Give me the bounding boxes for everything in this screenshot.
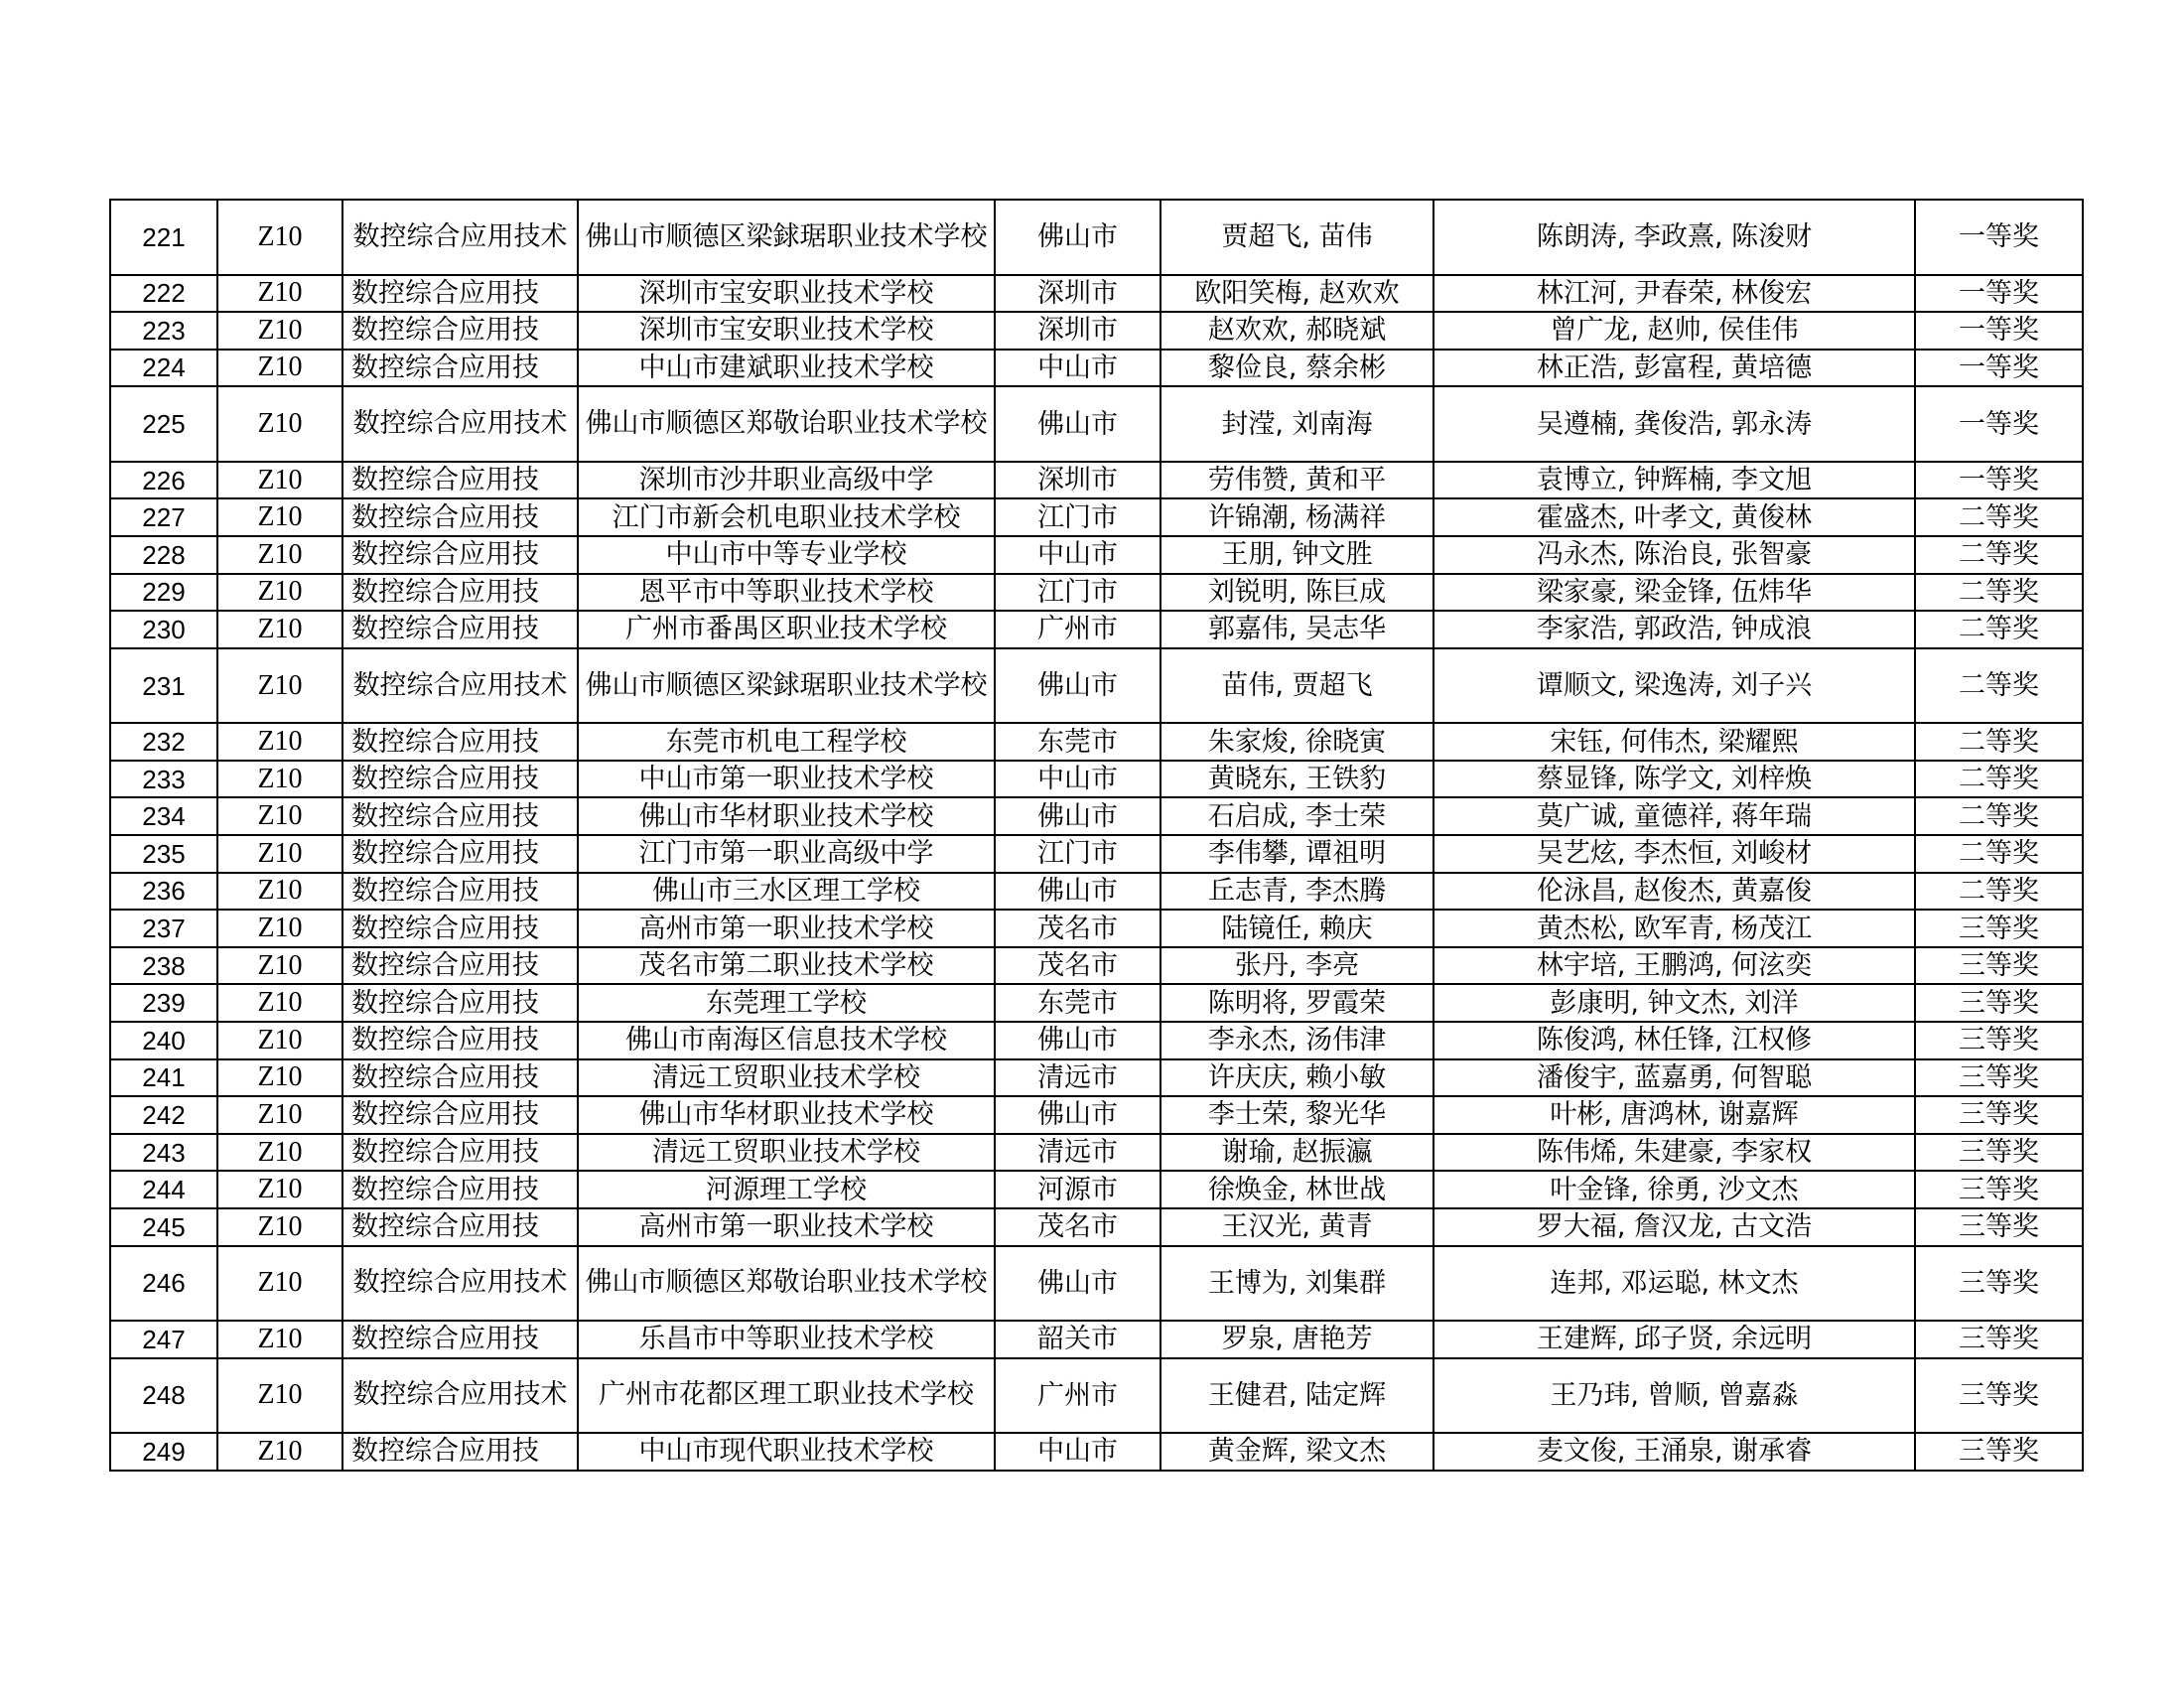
school-cell: 佛山市三水区理工学校 bbox=[578, 873, 995, 911]
city-cell: 中山市 bbox=[995, 1433, 1160, 1471]
city-cell: 深圳市 bbox=[995, 275, 1160, 313]
award-cell: 一等奖 bbox=[1915, 200, 2083, 275]
table-row bbox=[110, 386, 2083, 462]
instructors-cell: 黄晓东, 王铁豹 bbox=[1160, 761, 1433, 798]
students-cell: 连邦, 邓运聪, 林文杰 bbox=[1433, 1246, 1915, 1322]
project-code-cell: Z10 bbox=[217, 947, 342, 985]
row-number-cell: 230 bbox=[110, 611, 217, 648]
project-code-cell: Z10 bbox=[217, 611, 342, 648]
school-cell: 广州市番禺区职业技术学校 bbox=[578, 611, 995, 648]
project-code-cell: Z10 bbox=[217, 574, 342, 612]
project-name-cell: 数控综合应用技 bbox=[342, 462, 578, 499]
project-code-cell: Z10 bbox=[217, 873, 342, 911]
project-name-cell: 数控综合应用技 bbox=[342, 1096, 578, 1134]
city-cell: 佛山市 bbox=[995, 386, 1160, 462]
row-number-cell: 221 bbox=[110, 200, 217, 275]
city-cell: 茂名市 bbox=[995, 1208, 1160, 1246]
city-cell: 江门市 bbox=[995, 835, 1160, 873]
city-cell: 清远市 bbox=[995, 1059, 1160, 1097]
row-number-cell: 231 bbox=[110, 648, 217, 724]
table-row bbox=[110, 910, 2083, 947]
school-cell: 佛山市顺德区梁銶琚职业技术学校 bbox=[578, 200, 995, 275]
project-code-cell: Z10 bbox=[217, 462, 342, 499]
project-name-cell: 数控综合应用技 bbox=[342, 498, 578, 536]
students-cell: 林江河, 尹春荣, 林俊宏 bbox=[1433, 275, 1915, 313]
city-cell: 广州市 bbox=[995, 1358, 1160, 1434]
award-cell: 一等奖 bbox=[1915, 386, 2083, 462]
row-number-cell: 239 bbox=[110, 984, 217, 1022]
project-code-cell: Z10 bbox=[217, 536, 342, 574]
students-cell: 潘俊宇, 蓝嘉勇, 何智聪 bbox=[1433, 1059, 1915, 1097]
instructors-cell: 欧阳笑梅, 赵欢欢 bbox=[1160, 275, 1433, 313]
instructors-cell: 刘锐明, 陈巨成 bbox=[1160, 574, 1433, 612]
school-cell: 广州市花都区理工职业技术学校 bbox=[578, 1358, 995, 1434]
project-code-cell: Z10 bbox=[217, 761, 342, 798]
table-row bbox=[110, 1096, 2083, 1134]
table-row bbox=[110, 462, 2083, 499]
project-name-cell: 数控综合应用技 bbox=[342, 1171, 578, 1208]
table-row bbox=[110, 1358, 2083, 1434]
students-cell: 罗大福, 詹汉龙, 古文浩 bbox=[1433, 1208, 1915, 1246]
school-cell: 江门市第一职业高级中学 bbox=[578, 835, 995, 873]
project-name-cell: 数控综合应用技 bbox=[342, 536, 578, 574]
award-cell: 三等奖 bbox=[1915, 1171, 2083, 1208]
project-code-cell: Z10 bbox=[217, 723, 342, 761]
project-code-cell: Z10 bbox=[217, 1433, 342, 1471]
school-cell: 东莞理工学校 bbox=[578, 984, 995, 1022]
students-cell: 林正浩, 彭富程, 黄培德 bbox=[1433, 350, 1915, 387]
table-row bbox=[110, 648, 2083, 724]
table-row bbox=[110, 611, 2083, 648]
row-number-cell: 233 bbox=[110, 761, 217, 798]
city-cell: 中山市 bbox=[995, 350, 1160, 387]
instructors-cell: 李伟攀, 谭祖明 bbox=[1160, 835, 1433, 873]
project-code-cell: Z10 bbox=[217, 200, 342, 275]
students-cell: 王乃玮, 曾顺, 曾嘉淼 bbox=[1433, 1358, 1915, 1434]
row-number-cell: 229 bbox=[110, 574, 217, 612]
city-cell: 中山市 bbox=[995, 761, 1160, 798]
project-code-cell: Z10 bbox=[217, 1171, 342, 1208]
project-code-cell: Z10 bbox=[217, 797, 342, 835]
award-cell: 三等奖 bbox=[1915, 1433, 2083, 1471]
instructors-cell: 徐焕金, 林世战 bbox=[1160, 1171, 1433, 1208]
row-number-cell: 246 bbox=[110, 1246, 217, 1322]
row-number-cell: 248 bbox=[110, 1358, 217, 1434]
award-cell: 三等奖 bbox=[1915, 1208, 2083, 1246]
project-code-cell: Z10 bbox=[217, 1096, 342, 1134]
project-name-cell: 数控综合应用技术 bbox=[342, 1246, 578, 1322]
school-cell: 佛山市华材职业技术学校 bbox=[578, 797, 995, 835]
project-code-cell: Z10 bbox=[217, 1321, 342, 1358]
instructors-cell: 丘志青, 李杰腾 bbox=[1160, 873, 1433, 911]
project-name-cell: 数控综合应用技 bbox=[342, 611, 578, 648]
school-cell: 中山市建斌职业技术学校 bbox=[578, 350, 995, 387]
table-row bbox=[110, 350, 2083, 387]
project-name-cell: 数控综合应用技 bbox=[342, 574, 578, 612]
students-cell: 宋钰, 何伟杰, 梁耀熙 bbox=[1433, 723, 1915, 761]
students-cell: 吴遵楠, 龚俊浩, 郭永涛 bbox=[1433, 386, 1915, 462]
students-cell: 黄杰松, 欧军青, 杨茂江 bbox=[1433, 910, 1915, 947]
award-cell: 一等奖 bbox=[1915, 275, 2083, 313]
award-cell: 三等奖 bbox=[1915, 1059, 2083, 1097]
city-cell: 韶关市 bbox=[995, 1321, 1160, 1358]
project-code-cell: Z10 bbox=[217, 1246, 342, 1322]
students-cell: 梁家豪, 梁金锋, 伍炜华 bbox=[1433, 574, 1915, 612]
row-number-cell: 232 bbox=[110, 723, 217, 761]
award-cell: 一等奖 bbox=[1915, 312, 2083, 350]
school-cell: 高州市第一职业技术学校 bbox=[578, 1208, 995, 1246]
instructors-cell: 李士荣, 黎光华 bbox=[1160, 1096, 1433, 1134]
city-cell: 佛山市 bbox=[995, 648, 1160, 724]
project-code-cell: Z10 bbox=[217, 350, 342, 387]
school-cell: 佛山市华材职业技术学校 bbox=[578, 1096, 995, 1134]
city-cell: 深圳市 bbox=[995, 462, 1160, 499]
table-row bbox=[110, 1321, 2083, 1358]
instructors-cell: 王朋, 钟文胜 bbox=[1160, 536, 1433, 574]
school-cell: 茂名市第二职业技术学校 bbox=[578, 947, 995, 985]
project-name-cell: 数控综合应用技 bbox=[342, 1321, 578, 1358]
project-name-cell: 数控综合应用技 bbox=[342, 910, 578, 947]
school-cell: 清远工贸职业技术学校 bbox=[578, 1134, 995, 1172]
table-row bbox=[110, 835, 2083, 873]
table-row bbox=[110, 200, 2083, 275]
table-row bbox=[110, 574, 2083, 612]
city-cell: 佛山市 bbox=[995, 1022, 1160, 1059]
row-number-cell: 234 bbox=[110, 797, 217, 835]
city-cell: 清远市 bbox=[995, 1134, 1160, 1172]
project-name-cell: 数控综合应用技 bbox=[342, 984, 578, 1022]
project-name-cell: 数控综合应用技 bbox=[342, 947, 578, 985]
award-cell: 二等奖 bbox=[1915, 574, 2083, 612]
instructors-cell: 劳伟赞, 黄和平 bbox=[1160, 462, 1433, 499]
project-code-cell: Z10 bbox=[217, 312, 342, 350]
award-cell: 三等奖 bbox=[1915, 947, 2083, 985]
table-row bbox=[110, 873, 2083, 911]
award-cell: 二等奖 bbox=[1915, 873, 2083, 911]
row-number-cell: 247 bbox=[110, 1321, 217, 1358]
table-row bbox=[110, 498, 2083, 536]
instructors-cell: 王健君, 陆定辉 bbox=[1160, 1358, 1433, 1434]
table-row bbox=[110, 1059, 2083, 1097]
project-name-cell: 数控综合应用技 bbox=[342, 1059, 578, 1097]
school-cell: 佛山市顺德区梁銶琚职业技术学校 bbox=[578, 648, 995, 724]
row-number-cell: 225 bbox=[110, 386, 217, 462]
project-code-cell: Z10 bbox=[217, 1022, 342, 1059]
project-code-cell: Z10 bbox=[217, 1134, 342, 1172]
city-cell: 佛山市 bbox=[995, 200, 1160, 275]
table-row bbox=[110, 984, 2083, 1022]
city-cell: 茂名市 bbox=[995, 910, 1160, 947]
table-row bbox=[110, 312, 2083, 350]
award-cell: 三等奖 bbox=[1915, 1358, 2083, 1434]
award-cell: 二等奖 bbox=[1915, 498, 2083, 536]
students-cell: 叶金锋, 徐勇, 沙文杰 bbox=[1433, 1171, 1915, 1208]
instructors-cell: 黎俭良, 蔡余彬 bbox=[1160, 350, 1433, 387]
project-code-cell: Z10 bbox=[217, 1059, 342, 1097]
instructors-cell: 封滢, 刘南海 bbox=[1160, 386, 1433, 462]
award-cell: 一等奖 bbox=[1915, 350, 2083, 387]
instructors-cell: 贾超飞, 苗伟 bbox=[1160, 200, 1433, 275]
table-row bbox=[110, 761, 2083, 798]
project-name-cell: 数控综合应用技 bbox=[342, 835, 578, 873]
award-cell: 三等奖 bbox=[1915, 1096, 2083, 1134]
school-cell: 中山市第一职业技术学校 bbox=[578, 761, 995, 798]
table-row bbox=[110, 1171, 2083, 1208]
table-row bbox=[110, 1246, 2083, 1322]
students-cell: 蔡显锋, 陈学文, 刘梓焕 bbox=[1433, 761, 1915, 798]
city-cell: 佛山市 bbox=[995, 797, 1160, 835]
project-code-cell: Z10 bbox=[217, 275, 342, 313]
project-name-cell: 数控综合应用技 bbox=[342, 1208, 578, 1246]
award-cell: 一等奖 bbox=[1915, 462, 2083, 499]
instructors-cell: 王汉光, 黄青 bbox=[1160, 1208, 1433, 1246]
instructors-cell: 陈明将, 罗霞荣 bbox=[1160, 984, 1433, 1022]
project-name-cell: 数控综合应用技术 bbox=[342, 1358, 578, 1434]
project-name-cell: 数控综合应用技 bbox=[342, 350, 578, 387]
table-body bbox=[110, 200, 2083, 1471]
project-name-cell: 数控综合应用技术 bbox=[342, 386, 578, 462]
award-cell: 二等奖 bbox=[1915, 761, 2083, 798]
instructors-cell: 郭嘉伟, 吴志华 bbox=[1160, 611, 1433, 648]
instructors-cell: 黄金辉, 梁文杰 bbox=[1160, 1433, 1433, 1471]
table-row bbox=[110, 1433, 2083, 1471]
project-code-cell: Z10 bbox=[217, 1208, 342, 1246]
students-cell: 莫广诚, 童德祥, 蒋年瑞 bbox=[1433, 797, 1915, 835]
row-number-cell: 241 bbox=[110, 1059, 217, 1097]
award-cell: 二等奖 bbox=[1915, 648, 2083, 724]
award-cell: 三等奖 bbox=[1915, 1321, 2083, 1358]
students-cell: 陈伟烯, 朱建豪, 李家权 bbox=[1433, 1134, 1915, 1172]
table-row bbox=[110, 723, 2083, 761]
table-row bbox=[110, 947, 2083, 985]
students-cell: 陈朗涛, 李政熹, 陈浚财 bbox=[1433, 200, 1915, 275]
project-name-cell: 数控综合应用技 bbox=[342, 1433, 578, 1471]
table-row bbox=[110, 797, 2083, 835]
city-cell: 中山市 bbox=[995, 536, 1160, 574]
school-cell: 东莞市机电工程学校 bbox=[578, 723, 995, 761]
award-cell: 二等奖 bbox=[1915, 723, 2083, 761]
school-cell: 佛山市顺德区郑敬诒职业技术学校 bbox=[578, 1246, 995, 1322]
project-code-cell: Z10 bbox=[217, 648, 342, 724]
project-name-cell: 数控综合应用技 bbox=[342, 275, 578, 313]
students-cell: 曾广龙, 赵帅, 侯佳伟 bbox=[1433, 312, 1915, 350]
students-cell: 霍盛杰, 叶孝文, 黄俊林 bbox=[1433, 498, 1915, 536]
city-cell: 深圳市 bbox=[995, 312, 1160, 350]
students-cell: 林宇培, 王鹏鸿, 何泫奕 bbox=[1433, 947, 1915, 985]
project-code-cell: Z10 bbox=[217, 386, 342, 462]
project-code-cell: Z10 bbox=[217, 984, 342, 1022]
table-row bbox=[110, 1134, 2083, 1172]
award-cell: 三等奖 bbox=[1915, 910, 2083, 947]
city-cell: 东莞市 bbox=[995, 723, 1160, 761]
project-name-cell: 数控综合应用技 bbox=[342, 723, 578, 761]
project-name-cell: 数控综合应用技 bbox=[342, 761, 578, 798]
awards-table bbox=[109, 199, 2084, 1472]
project-code-cell: Z10 bbox=[217, 835, 342, 873]
school-cell: 河源理工学校 bbox=[578, 1171, 995, 1208]
table-row bbox=[110, 275, 2083, 313]
city-cell: 广州市 bbox=[995, 611, 1160, 648]
award-cell: 二等奖 bbox=[1915, 835, 2083, 873]
award-cell: 三等奖 bbox=[1915, 1134, 2083, 1172]
award-cell: 二等奖 bbox=[1915, 536, 2083, 574]
row-number-cell: 226 bbox=[110, 462, 217, 499]
school-cell: 佛山市顺德区郑敬诒职业技术学校 bbox=[578, 386, 995, 462]
project-code-cell: Z10 bbox=[217, 498, 342, 536]
instructors-cell: 许庆庆, 赖小敏 bbox=[1160, 1059, 1433, 1097]
row-number-cell: 236 bbox=[110, 873, 217, 911]
project-code-cell: Z10 bbox=[217, 910, 342, 947]
students-cell: 袁博立, 钟辉楠, 李文旭 bbox=[1433, 462, 1915, 499]
students-cell: 李家浩, 郭政浩, 钟成浪 bbox=[1433, 611, 1915, 648]
school-cell: 中山市现代职业技术学校 bbox=[578, 1433, 995, 1471]
school-cell: 深圳市宝安职业技术学校 bbox=[578, 275, 995, 313]
city-cell: 佛山市 bbox=[995, 873, 1160, 911]
school-cell: 乐昌市中等职业技术学校 bbox=[578, 1321, 995, 1358]
students-cell: 伦泳昌, 赵俊杰, 黄嘉俊 bbox=[1433, 873, 1915, 911]
students-cell: 谭顺文, 梁逸涛, 刘子兴 bbox=[1433, 648, 1915, 724]
project-name-cell: 数控综合应用技术 bbox=[342, 200, 578, 275]
instructors-cell: 朱家焌, 徐晓寅 bbox=[1160, 723, 1433, 761]
school-cell: 中山市中等专业学校 bbox=[578, 536, 995, 574]
instructors-cell: 王博为, 刘集群 bbox=[1160, 1246, 1433, 1322]
project-code-cell: Z10 bbox=[217, 1358, 342, 1434]
city-cell: 东莞市 bbox=[995, 984, 1160, 1022]
row-number-cell: 224 bbox=[110, 350, 217, 387]
row-number-cell: 222 bbox=[110, 275, 217, 313]
city-cell: 江门市 bbox=[995, 498, 1160, 536]
row-number-cell: 235 bbox=[110, 835, 217, 873]
row-number-cell: 244 bbox=[110, 1171, 217, 1208]
row-number-cell: 243 bbox=[110, 1134, 217, 1172]
award-cell: 三等奖 bbox=[1915, 1246, 2083, 1322]
project-name-cell: 数控综合应用技术 bbox=[342, 648, 578, 724]
students-cell: 吴艺炫, 李杰恒, 刘峻材 bbox=[1433, 835, 1915, 873]
students-cell: 王建辉, 邱子贤, 余远明 bbox=[1433, 1321, 1915, 1358]
project-name-cell: 数控综合应用技 bbox=[342, 1022, 578, 1059]
students-cell: 陈俊鸿, 林任锋, 江权修 bbox=[1433, 1022, 1915, 1059]
instructors-cell: 陆镜任, 赖庆 bbox=[1160, 910, 1433, 947]
school-cell: 深圳市宝安职业技术学校 bbox=[578, 312, 995, 350]
award-cell: 二等奖 bbox=[1915, 611, 2083, 648]
instructors-cell: 赵欢欢, 郝晓斌 bbox=[1160, 312, 1433, 350]
row-number-cell: 237 bbox=[110, 910, 217, 947]
city-cell: 茂名市 bbox=[995, 947, 1160, 985]
row-number-cell: 227 bbox=[110, 498, 217, 536]
school-cell: 深圳市沙井职业高级中学 bbox=[578, 462, 995, 499]
award-cell: 三等奖 bbox=[1915, 984, 2083, 1022]
students-cell: 彭康明, 钟文杰, 刘洋 bbox=[1433, 984, 1915, 1022]
school-cell: 清远工贸职业技术学校 bbox=[578, 1059, 995, 1097]
row-number-cell: 240 bbox=[110, 1022, 217, 1059]
students-cell: 冯永杰, 陈治良, 张智豪 bbox=[1433, 536, 1915, 574]
school-cell: 恩平市中等职业技术学校 bbox=[578, 574, 995, 612]
row-number-cell: 249 bbox=[110, 1433, 217, 1471]
instructors-cell: 许锦潮, 杨满祥 bbox=[1160, 498, 1433, 536]
row-number-cell: 245 bbox=[110, 1208, 217, 1246]
project-name-cell: 数控综合应用技 bbox=[342, 312, 578, 350]
instructors-cell: 张丹, 李亮 bbox=[1160, 947, 1433, 985]
instructors-cell: 罗泉, 唐艳芳 bbox=[1160, 1321, 1433, 1358]
row-number-cell: 223 bbox=[110, 312, 217, 350]
city-cell: 佛山市 bbox=[995, 1246, 1160, 1322]
project-name-cell: 数控综合应用技 bbox=[342, 797, 578, 835]
award-cell: 二等奖 bbox=[1915, 797, 2083, 835]
students-cell: 叶彬, 唐鸿林, 谢嘉辉 bbox=[1433, 1096, 1915, 1134]
school-cell: 佛山市南海区信息技术学校 bbox=[578, 1022, 995, 1059]
row-number-cell: 238 bbox=[110, 947, 217, 985]
city-cell: 江门市 bbox=[995, 574, 1160, 612]
students-cell: 麦文俊, 王涌泉, 谢承睿 bbox=[1433, 1433, 1915, 1471]
award-cell: 三等奖 bbox=[1915, 1022, 2083, 1059]
table-row bbox=[110, 536, 2083, 574]
table-row bbox=[110, 1208, 2083, 1246]
instructors-cell: 李永杰, 汤伟津 bbox=[1160, 1022, 1433, 1059]
city-cell: 佛山市 bbox=[995, 1096, 1160, 1134]
instructors-cell: 苗伟, 贾超飞 bbox=[1160, 648, 1433, 724]
instructors-cell: 谢瑜, 赵振瀛 bbox=[1160, 1134, 1433, 1172]
city-cell: 河源市 bbox=[995, 1171, 1160, 1208]
table-row bbox=[110, 1022, 2083, 1059]
row-number-cell: 242 bbox=[110, 1096, 217, 1134]
school-cell: 江门市新会机电职业技术学校 bbox=[578, 498, 995, 536]
instructors-cell: 石启成, 李士荣 bbox=[1160, 797, 1433, 835]
row-number-cell: 228 bbox=[110, 536, 217, 574]
project-name-cell: 数控综合应用技 bbox=[342, 1134, 578, 1172]
school-cell: 高州市第一职业技术学校 bbox=[578, 910, 995, 947]
project-name-cell: 数控综合应用技 bbox=[342, 873, 578, 911]
